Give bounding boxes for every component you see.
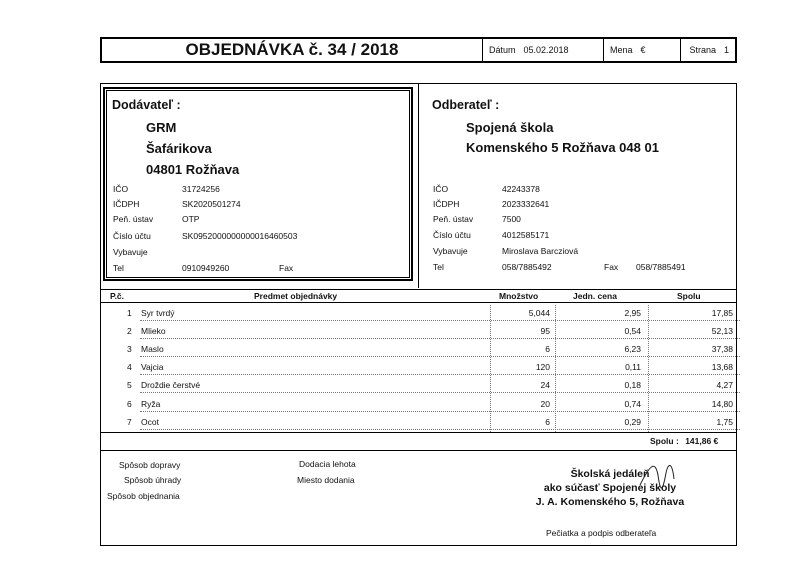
supplier-account-value: SK0952000000000016460503 bbox=[182, 231, 298, 241]
customer-name: Spojená škola bbox=[466, 120, 554, 135]
customer-ico-value: 42243378 bbox=[502, 184, 540, 194]
row-item: Mlieko bbox=[141, 326, 166, 336]
currency-value: € bbox=[640, 45, 646, 55]
row-guide bbox=[140, 338, 740, 339]
order-method-label: Spôsob objednania bbox=[107, 491, 180, 501]
date-value: 05.02.2018 bbox=[523, 45, 569, 55]
row-qty: 120 bbox=[535, 362, 550, 372]
row-no: 1 bbox=[127, 308, 132, 318]
row-price: 0,54 bbox=[624, 326, 641, 336]
row-qty: 20 bbox=[540, 399, 550, 409]
supplier-heading: Dodávateľ : bbox=[112, 98, 181, 112]
customer-account-label: Číslo účtu bbox=[433, 230, 471, 240]
row-no: 7 bbox=[127, 417, 132, 427]
sum-value: 141,86 € bbox=[685, 436, 719, 446]
customer-bank-label: Peň. ústav bbox=[433, 214, 474, 224]
col-total-header: Spolu bbox=[677, 291, 701, 301]
row-item: Ryža bbox=[141, 399, 161, 409]
supplier-tel-label: Tel bbox=[113, 263, 124, 273]
row-guide bbox=[140, 320, 740, 321]
row-qty: 24 bbox=[540, 380, 550, 390]
row-price: 6,23 bbox=[624, 344, 641, 354]
customer-handler-label: Vybavuje bbox=[433, 246, 468, 256]
row-qty: 5,044 bbox=[528, 308, 550, 318]
customer-heading: Odberateľ : bbox=[432, 98, 500, 112]
row-total: 13,68 bbox=[711, 362, 733, 372]
row-no: 2 bbox=[127, 326, 132, 336]
sum-separator bbox=[101, 432, 736, 433]
signature-scribble bbox=[610, 455, 700, 505]
currency-label: Mena bbox=[610, 45, 633, 55]
row-total: 37,38 bbox=[711, 344, 733, 354]
footer-separator bbox=[101, 450, 736, 451]
row-price: 0,29 bbox=[624, 417, 641, 427]
customer-ico-label: IČO bbox=[433, 184, 449, 194]
row-guide bbox=[140, 411, 740, 412]
document-title: OBJEDNÁVKA č. 34 / 2018 bbox=[102, 39, 483, 61]
supplier-name: GRM bbox=[146, 120, 177, 135]
supplier-handler-label: Vybavuje bbox=[113, 247, 148, 257]
customer-tel-value: 058/7885492 bbox=[502, 262, 552, 272]
supplier-icdph-label: IČDPH bbox=[113, 199, 140, 209]
row-guide bbox=[140, 356, 740, 357]
row-no: 4 bbox=[127, 362, 132, 372]
row-item: Droždie čerstvé bbox=[141, 380, 201, 390]
row-item: Vajcia bbox=[141, 362, 164, 372]
customer-tel-label: Tel bbox=[433, 262, 444, 272]
customer-account-value: 4012585171 bbox=[502, 230, 550, 240]
row-item: Maslo bbox=[141, 344, 164, 354]
col-price-header: Jedn. cena bbox=[573, 291, 617, 301]
supplier-city: 04801 Rožňava bbox=[146, 162, 240, 177]
supplier-street: Šafárikova bbox=[146, 141, 212, 156]
sum-row bbox=[650, 436, 718, 446]
supplier-account-label: Číslo účtu bbox=[113, 231, 151, 241]
col-guide bbox=[490, 305, 491, 432]
row-no: 3 bbox=[127, 344, 132, 354]
row-total: 14,80 bbox=[711, 399, 733, 409]
row-guide bbox=[140, 374, 740, 375]
customer-icdph-value: 2023332641 bbox=[502, 199, 550, 209]
row-total: 1,75 bbox=[716, 417, 733, 427]
row-total: 4,27 bbox=[716, 380, 733, 390]
customer-fax-label: Fax bbox=[604, 262, 619, 272]
payment-label: Spôsob úhrady bbox=[124, 475, 182, 485]
customer-icdph-label: IČDPH bbox=[433, 199, 460, 209]
stamp-line-3: J. A. Komenského 5, Rožňava bbox=[535, 496, 685, 508]
currency-cell bbox=[604, 39, 681, 61]
row-item: Syr tvrdý bbox=[141, 308, 175, 318]
supplier-icdph-value: SK2020501274 bbox=[182, 199, 241, 209]
row-guide bbox=[140, 429, 740, 430]
row-total: 52,13 bbox=[711, 326, 733, 336]
supplier-ico-label: IČO bbox=[113, 184, 129, 194]
supplier-ico-value: 31724256 bbox=[182, 184, 220, 194]
document-header bbox=[100, 37, 737, 63]
date-label: Dátum bbox=[489, 45, 516, 55]
row-qty: 6 bbox=[545, 344, 550, 354]
row-price: 0,11 bbox=[625, 362, 641, 372]
customer-bank-value: 7500 bbox=[502, 214, 521, 224]
col-item-header: Predmet objednávky bbox=[254, 291, 338, 301]
row-item: Ocot bbox=[141, 417, 159, 427]
customer-fax-value: 058/7885491 bbox=[636, 262, 686, 272]
row-qty: 6 bbox=[545, 417, 550, 427]
sum-label: Spolu : bbox=[650, 436, 679, 446]
col-no-header: P.č. bbox=[110, 291, 125, 301]
row-price: 0,74 bbox=[624, 399, 641, 409]
row-guide bbox=[140, 392, 740, 393]
supplier-bank-label: Peň. ústav bbox=[113, 214, 154, 224]
col-guide bbox=[648, 305, 649, 432]
row-price: 0,18 bbox=[624, 380, 641, 390]
delivery-place-label: Miesto dodania bbox=[297, 475, 355, 485]
items-table-header bbox=[101, 289, 736, 303]
row-no: 6 bbox=[127, 399, 132, 409]
row-no: 5 bbox=[127, 380, 132, 390]
delivery-term-label: Dodacia lehota bbox=[299, 459, 356, 469]
supplier-tel-value: 0910949260 bbox=[182, 263, 230, 273]
date-cell bbox=[483, 39, 604, 61]
stamp-line-2: ako súčasť Spojenej školy bbox=[543, 482, 677, 494]
row-price: 2,95 bbox=[624, 308, 641, 318]
col-qty-header: Množstvo bbox=[499, 291, 539, 301]
page-label: Strana bbox=[689, 45, 716, 55]
supplier-fax-label: Fax bbox=[279, 263, 294, 273]
supplier-box bbox=[104, 88, 412, 280]
page-cell bbox=[681, 39, 735, 61]
party-divider bbox=[418, 83, 419, 288]
signature-caption: Pečiatka a podpis odberateľa bbox=[546, 528, 657, 538]
stamp-line-1: Školská jedáleň bbox=[570, 468, 650, 480]
col-guide bbox=[555, 305, 556, 432]
page-value: 1 bbox=[723, 45, 729, 55]
transport-label: Spôsob dopravy bbox=[119, 460, 181, 470]
customer-handler-value: Miroslava Barcziová bbox=[502, 246, 579, 256]
supplier-bank-value: OTP bbox=[182, 214, 200, 224]
row-qty: 95 bbox=[540, 326, 550, 336]
customer-address: Komenského 5 Rožňava 048 01 bbox=[466, 140, 659, 155]
row-total: 17,85 bbox=[711, 308, 733, 318]
